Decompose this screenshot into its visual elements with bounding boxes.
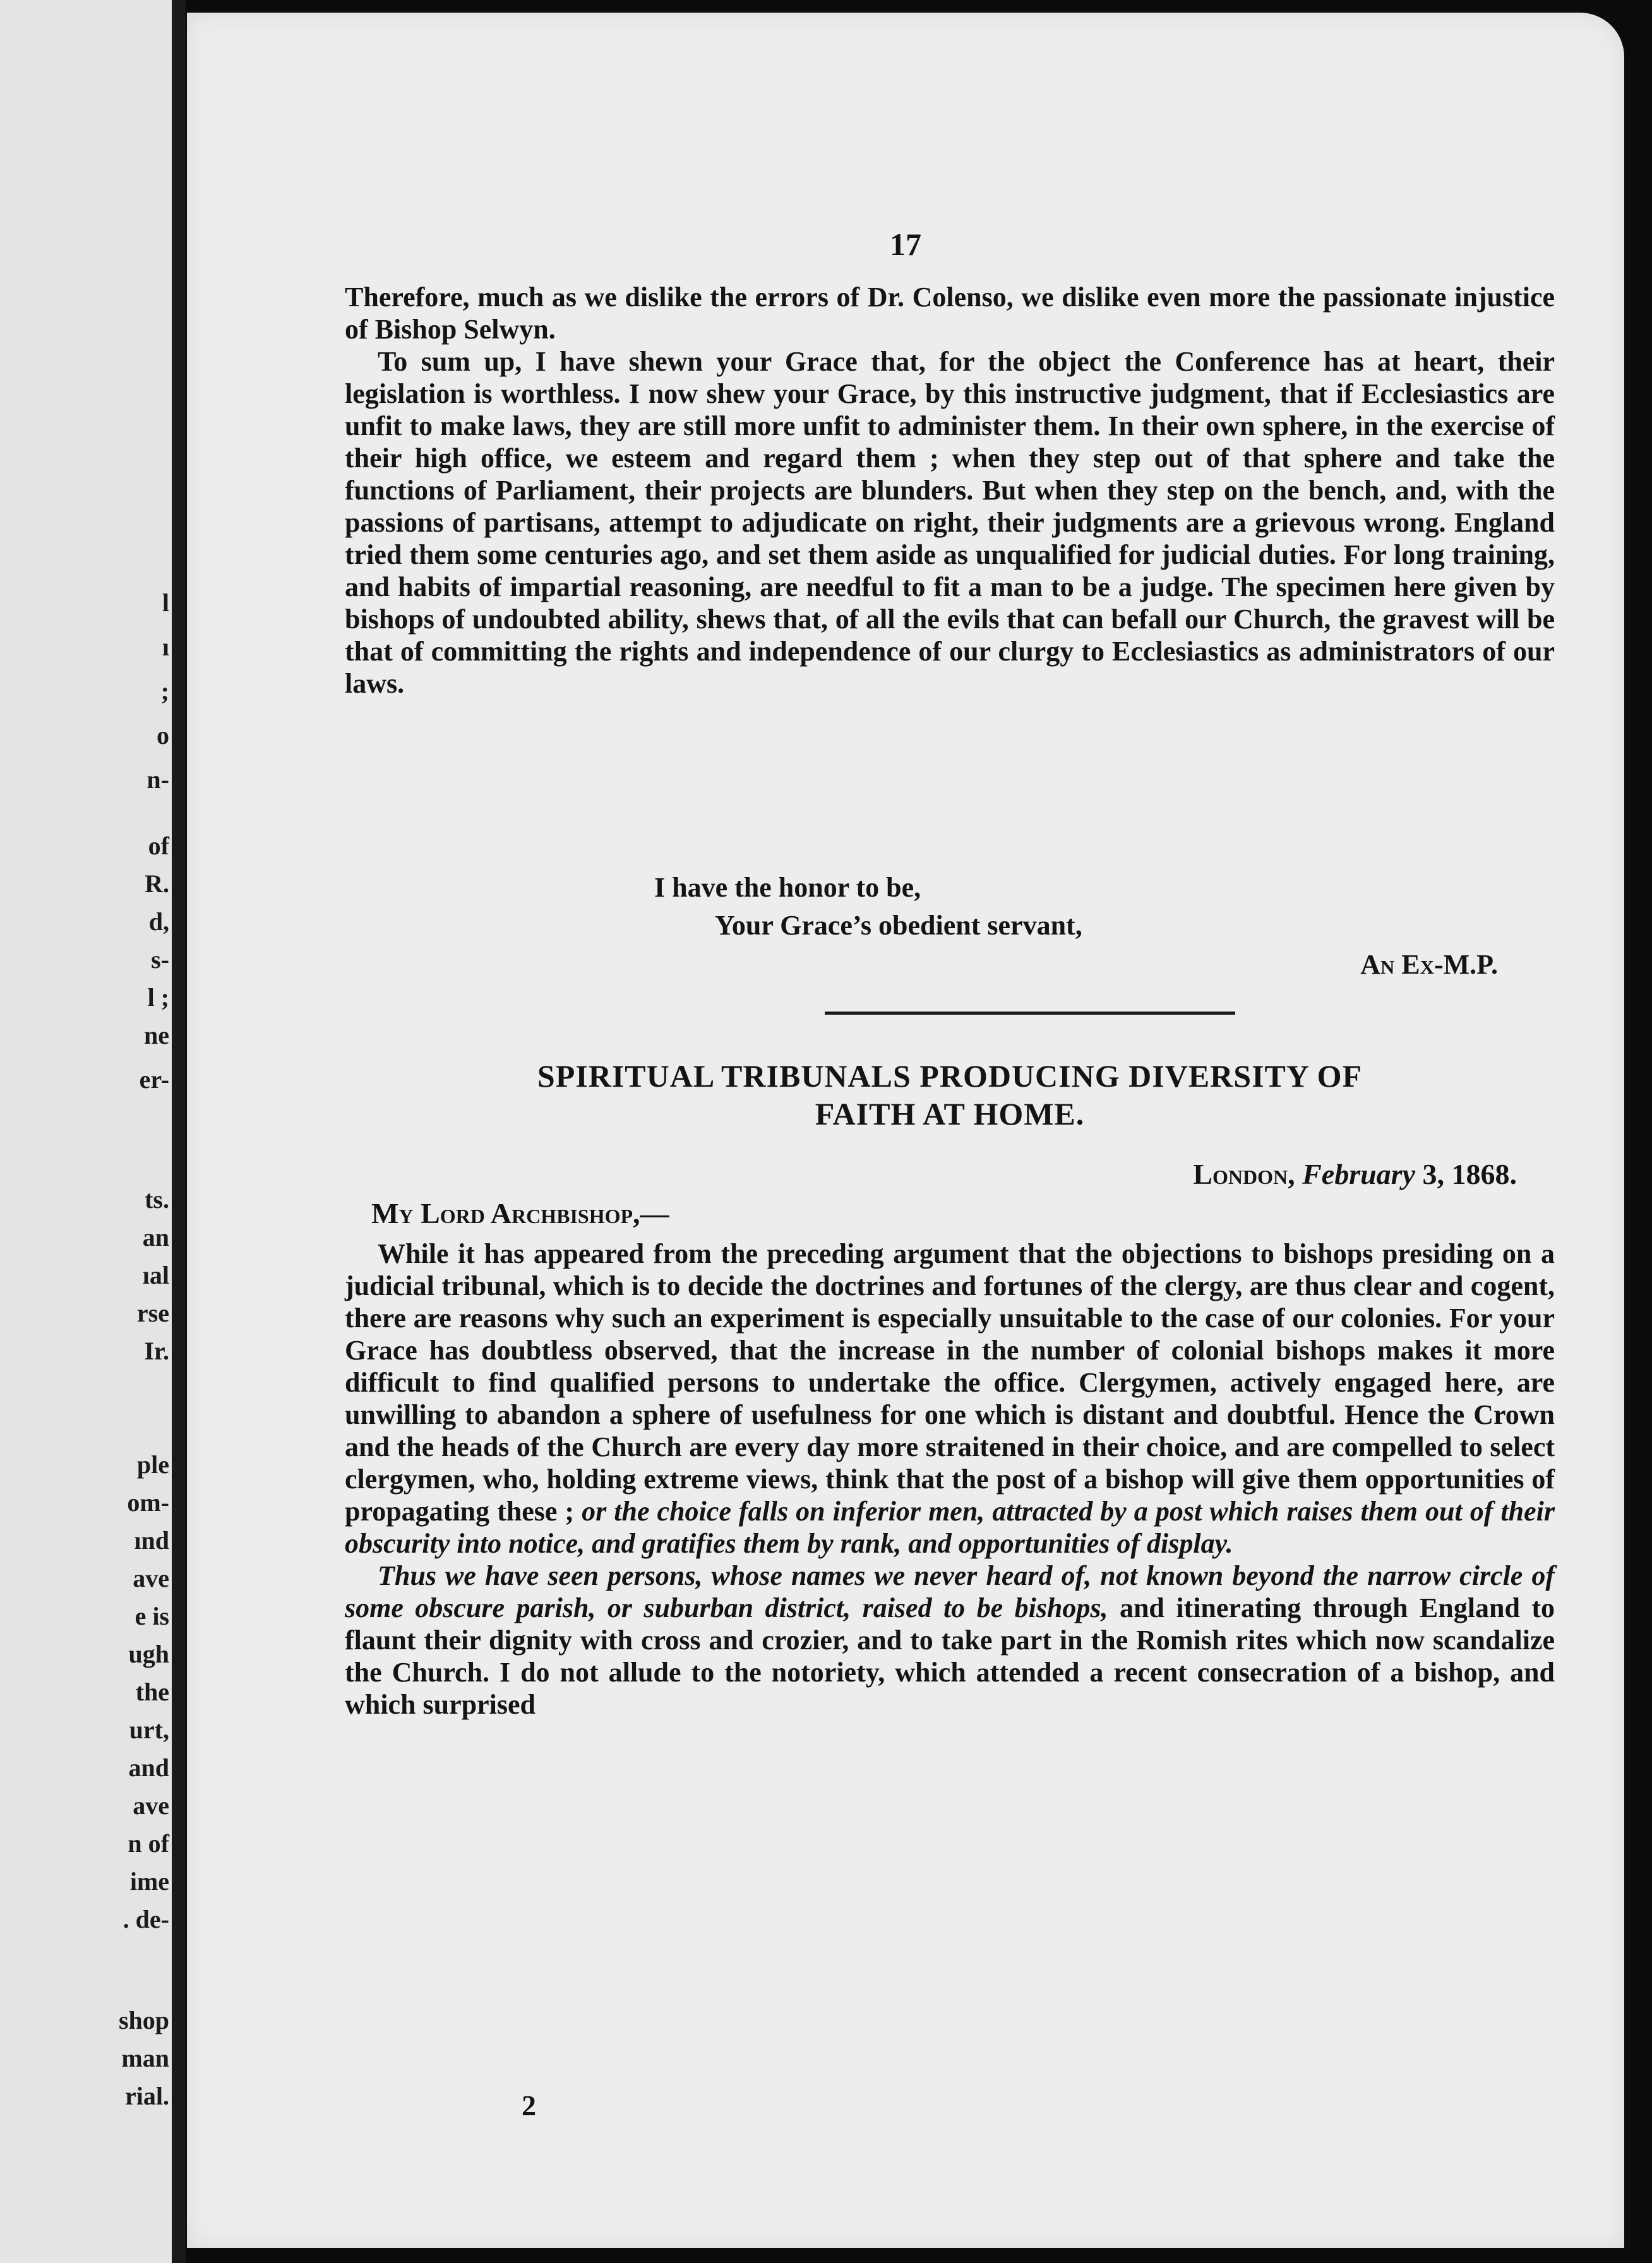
facing-page-fragment: l ; bbox=[147, 983, 169, 1012]
facing-page-fragment: ime bbox=[129, 1867, 169, 1896]
facing-page-fragment: om- bbox=[127, 1488, 169, 1517]
section-divider bbox=[825, 1012, 1235, 1015]
closing-line-1: I have the honor to be, bbox=[654, 872, 921, 903]
body-paragraph-2-italic: Thus we have seen persons, whose names we never heard of, not known beyond the narrow circle of some obscure parish, or suburban district, raised to be bishops, bbox=[345, 1560, 1555, 1623]
book-gutter bbox=[172, 0, 186, 2263]
facing-page-fragment: ı bbox=[162, 633, 169, 661]
facing-page-fragment: urt, bbox=[129, 1716, 169, 1744]
facing-page-fragment: o bbox=[157, 721, 169, 749]
facing-page-fragment: and bbox=[128, 1753, 169, 1782]
dateline-day-year: 3, 1868. bbox=[1422, 1158, 1517, 1190]
facing-page-fragment: er- bbox=[139, 1065, 169, 1094]
section-heading-line-2: FAITH AT HOME. bbox=[815, 1096, 1085, 1132]
facing-page-edge bbox=[0, 0, 178, 2263]
facing-page-fragment: e is bbox=[135, 1602, 169, 1630]
facing-page-fragment: ıal bbox=[142, 1261, 169, 1289]
facing-page-fragment: ugh bbox=[128, 1640, 169, 1668]
continuation-paragraph-block bbox=[345, 281, 1555, 700]
printer-signature-mark: 2 bbox=[522, 2089, 536, 2122]
body-paragraph-1-text: While it has appeared from the preceding argument that the objections to bishops presiding on a judicial tribunal, which is to decide the doctrines and fortunes of the clergy, are thus clear and cogent, there are reasons why such an experiment is especially unsuitable to the case of our colonies. For your Grace has doubtless observed, that the increase in the number of colonial bishops makes it more difficult to find qualified persons to undertake the office. Clergymen, actively engaged here, are unwilling to abandon a sphere of usefulness for one which is distant and doubtful. Hence the Crown and the heads of the Church are every day more straitened in their choice, and are compelled to select clergymen, who, holding extreme views, think that the post of a bishop will give them opportunities of propagating these ; bbox=[345, 1238, 1555, 1527]
letter-body bbox=[345, 1238, 1555, 1721]
dateline bbox=[1193, 1157, 1517, 1191]
facing-page-fragment: s- bbox=[151, 945, 169, 974]
summary-paragraph: To sum up, I have shewn your Grace that, for the object the Conference has at heart, their legislation is worthless. I now shew your Grace, by this instructive judgment, that if Ecclesiastics are unfit to make laws, they are still more unfit to administer them. In their own sphere, in the exercise of their high office, we esteem and regard them ; when they step out of that sphere and take the functions of Parliament, their projects are blunders. But when they step on the bench, and, with the passions of partisans, attempt to adjudicate on right, their judgments are a grievous wrong. England tried them some centuries ago, and set them aside as unqualified for judicial duties. For long training, and habits of impartial reasoning, are needful to fit a man to be a judge. The specimen here given by bishops of undoubted ability, shews that, of all the evils that can befall our Church, the gravest will be that of committing the rights and independence of our clurgy to Ecclesiastics as administrators of our laws. bbox=[345, 346, 1555, 699]
facing-page-fragment: R. bbox=[145, 869, 169, 898]
body-paragraph-2-text: and itinerating through England to flaunt their dignity with cross and crozier, and to take part in the Romish rites which now scandalize the Church. I do not allude to the notoriety, which attended a recent consecration of a bishop, and which surprised bbox=[345, 1592, 1555, 1720]
section-heading-line-1: SPIRITUAL TRIBUNALS PRODUCING DIVERSITY OF bbox=[537, 1058, 1363, 1094]
facing-page-fragment: rse bbox=[136, 1299, 169, 1327]
salutation: My Lord Archbishop,— bbox=[371, 1197, 669, 1229]
facing-page-fragment: shop bbox=[118, 2006, 169, 2034]
facing-page-fragment: . de- bbox=[123, 1905, 169, 1933]
body-paragraph-1-italic: or the choice falls on inferior men, attracted by a post which raises them out of their obscurity into notice, and gratifies them by rank, and opportunities of display. bbox=[345, 1496, 1555, 1559]
signature: An Ex-M.P. bbox=[1360, 949, 1498, 980]
facing-page-fragment: of bbox=[148, 832, 169, 860]
facing-page-fragment: rial. bbox=[125, 2082, 169, 2110]
facing-page-fragment: n- bbox=[147, 765, 169, 794]
dateline-place: London, bbox=[1193, 1158, 1295, 1190]
document-page bbox=[187, 13, 1624, 2248]
page-number: 17 bbox=[890, 227, 921, 262]
facing-page-fragment: ; bbox=[160, 677, 169, 705]
facing-page-fragment: d, bbox=[148, 907, 169, 936]
body-paragraph-1 bbox=[345, 1238, 1555, 1560]
facing-page-fragment: ts. bbox=[145, 1185, 169, 1214]
facing-page-fragment: ave bbox=[133, 1791, 169, 1820]
facing-page-fragment: ple bbox=[136, 1450, 169, 1479]
facing-page-fragment: ne bbox=[144, 1021, 169, 1049]
facing-page-fragment: man bbox=[121, 2044, 169, 2072]
facing-page-fragment: l bbox=[162, 588, 169, 617]
body-paragraph-2 bbox=[345, 1560, 1555, 1721]
dateline-month: February bbox=[1302, 1158, 1415, 1190]
continuation-paragraph: Therefore, much as we dislike the errors of Dr. Colenso, we dislike even more the passionate injustice of Bishop Selwyn. bbox=[345, 282, 1555, 345]
closing-line-2: Your Grace’s obedient servant, bbox=[715, 910, 1082, 941]
facing-page-fragment: ınd bbox=[134, 1526, 169, 1555]
facing-page-fragment: n of bbox=[128, 1829, 169, 1858]
facing-page-fragment: an bbox=[142, 1223, 169, 1251]
facing-page-fragment: Ir. bbox=[144, 1337, 169, 1365]
facing-page-fragment: the bbox=[135, 1678, 169, 1706]
facing-page-fragment: ave bbox=[133, 1564, 169, 1592]
